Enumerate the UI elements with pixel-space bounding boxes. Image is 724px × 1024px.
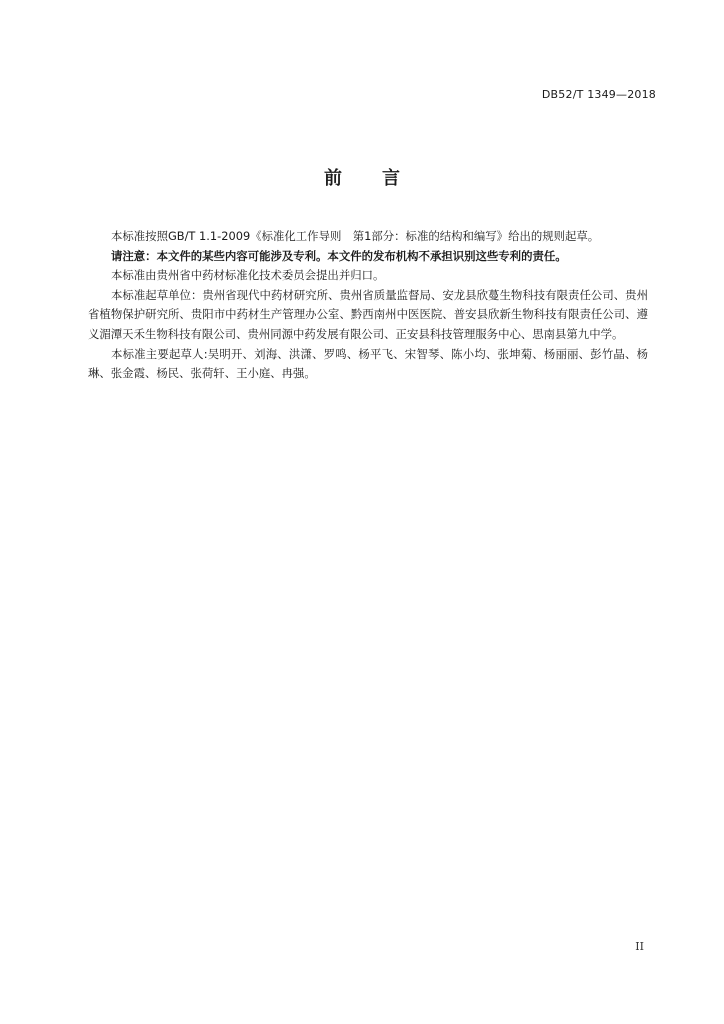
- page-title: [0, 164, 724, 190]
- document-number: DB52/T 1349—2018: [541, 88, 656, 101]
- paragraph-patent-notice: 请注意：本文件的某些内容可能涉及专利。本文件的发布机构不承担识别这些专利的责任。: [111, 248, 567, 263]
- paragraph-proposer: 本标准由贵州省中药材标准化技术委员会提出并归口。: [111, 268, 385, 283]
- foreword-body: [88, 227, 648, 384]
- page-number: II: [635, 940, 644, 953]
- paragraph-drafting-rules: 本标准按照GB/T 1.1-2009《标准化工作导则 第1部分：标准的结构和编写》给出的规则起草。: [111, 229, 600, 243]
- paragraph-drafting-units: 本标准起草单位：贵州省现代中药材研究所、贵州省质量监督局、安龙县欣蔓生物科技有限责任公司、贵州省植物保护研究所、贵阳市中药材生产管理办公室、黔西南州中医医院、普安县欣新生物科技有限责任公司、遵义湄潭天禾生物科技有限公司、贵州同源中药发展有限公司、正安县科技管理服务中心、思南县第九中学。: [88, 287, 648, 341]
- page-title-char-1: 前: [324, 168, 342, 189]
- paragraph-drafters: 本标准主要起草人:吴明开、刘海、洪潇、罗鸣、杨平飞、宋智琴、陈小均、张坤菊、杨丽丽、彭竹晶、杨琳、张金霞、杨民、张荷轩、王小庭、冉强。: [88, 346, 648, 381]
- page-title-char-2: 言: [382, 168, 400, 189]
